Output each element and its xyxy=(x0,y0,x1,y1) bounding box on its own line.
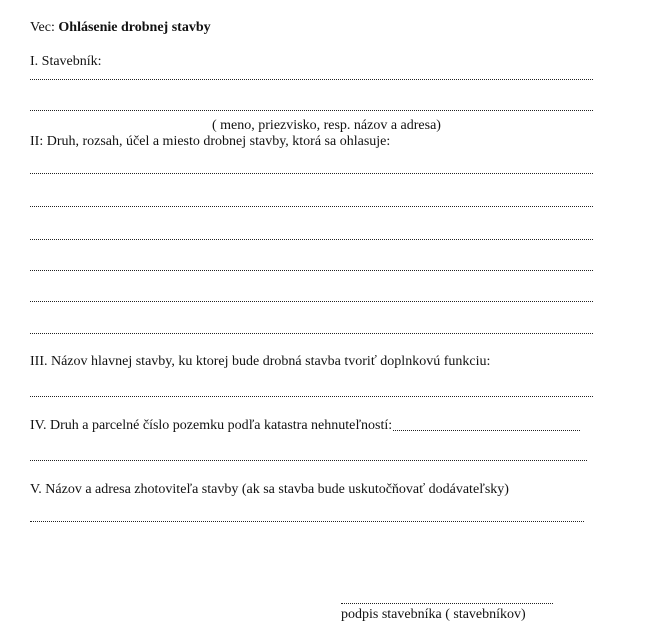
section-1-fill-line-2[interactable] xyxy=(30,110,593,111)
section-2-fill-line-3[interactable] xyxy=(30,239,593,240)
section-4-fill-line[interactable] xyxy=(30,460,587,461)
section-2-fill-line-1[interactable] xyxy=(30,173,593,174)
section-4-inline-fill-line[interactable] xyxy=(393,430,580,431)
section-3-fill-line[interactable] xyxy=(30,396,593,397)
section-2-fill-line-4[interactable] xyxy=(30,270,593,271)
section-1-hint: ( meno, priezvisko, resp. názov a adresa) xyxy=(212,118,441,133)
section-1-fill-line-1[interactable] xyxy=(30,79,593,80)
section-2-fill-line-6[interactable] xyxy=(30,333,593,334)
section-5-label: V. Názov a adresa zhotoviteľa stavby (ak sa stavba bude uskutočňovať dodávateľsky) xyxy=(30,482,509,497)
section-1-label: I. Stavebník: xyxy=(30,54,102,69)
subject-line xyxy=(30,20,211,36)
section-3-label: III. Názov hlavnej stavby, ku ktorej bude drobná stavba tvoriť doplnkovú funkciu: xyxy=(30,354,491,369)
document-title: Ohlásenie drobnej stavby xyxy=(58,20,211,35)
signature-line[interactable] xyxy=(341,603,553,604)
subject-prefix: Vec: xyxy=(30,20,55,35)
section-5-fill-line[interactable] xyxy=(30,521,584,522)
section-4-label: IV. Druh a parcelné číslo pozemku podľa katastra nehnuteľností: xyxy=(30,418,393,433)
section-2-fill-line-2[interactable] xyxy=(30,206,593,207)
section-2-label: II: Druh, rozsah, účel a miesto drobnej stavby, ktorá sa ohlasuje: xyxy=(30,134,391,149)
section-2-fill-line-5[interactable] xyxy=(30,301,593,302)
signature-label: podpis stavebníka ( stavebníkov) xyxy=(341,607,526,622)
